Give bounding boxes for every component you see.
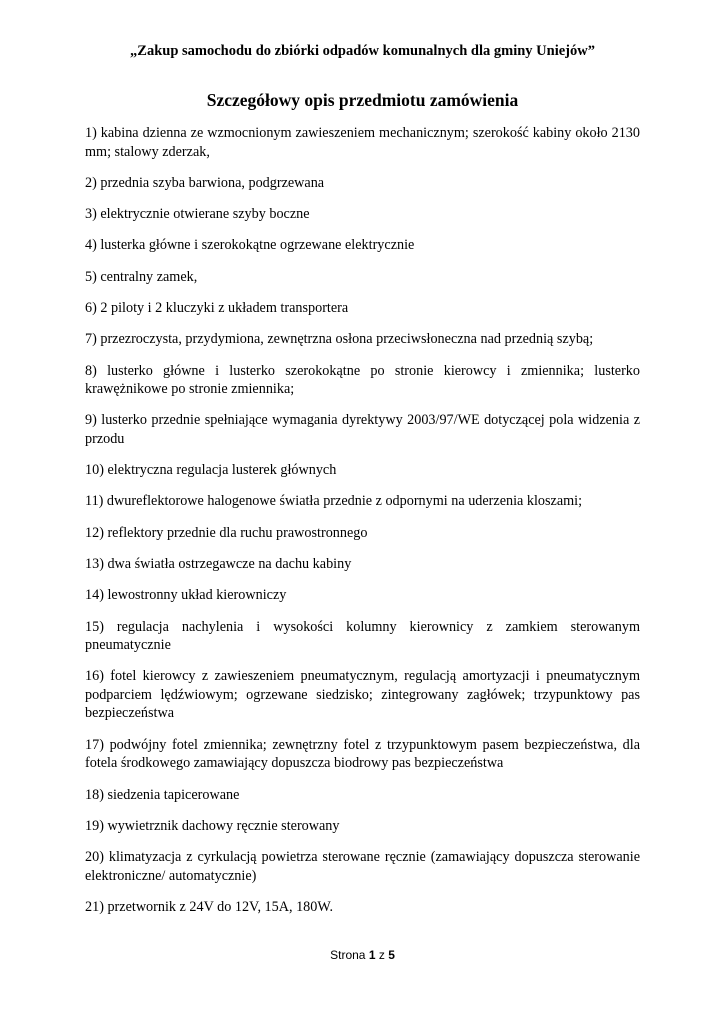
list-item: 6) 2 piloty i 2 kluczyki z układem transportera <box>85 299 349 316</box>
specification-list <box>85 124 640 929</box>
list-item: 17) podwójny fotel zmiennika; zewnętrzny fotel z trzypunktowym pasem bezpieczeństwa, dla fotela środkowego zamawiający dopuszcza biodrowy pas bezpieczeństwa <box>85 736 640 772</box>
list-item: 2) przednia szyba barwiona, podgrzewana <box>85 174 325 191</box>
page-number-current: 1 <box>368 948 376 962</box>
page-number-total: 5 <box>388 948 395 962</box>
list-item: 10) elektryczna regulacja lusterek głównych <box>85 462 337 479</box>
list-item: 14) lewostronny układ kierowniczy <box>85 587 287 604</box>
list-item: 16) fotel kierowcy z zawieszeniem pneumatycznym, regulacją amortyzacji i pneumatycznym podparciem lędźwiowym; ogrzewane siedzisko; zintegrowany zagłówek; trzypunktowy pas bezpieczeństwa <box>85 668 640 722</box>
list-item: 18) siedzenia tapicerowane <box>85 786 240 803</box>
page-number-prefix: Strona <box>330 948 369 962</box>
page-title: Szczegółowy opis przedmiotu zamówienia <box>206 90 519 110</box>
page-number-separator: z <box>375 948 389 962</box>
list-item: 12) reflektory przednie dla ruchu prawostronnego <box>85 524 368 541</box>
document-header: „Zakup samochodu do zbiórki odpadów komunalnych dla gminy Uniejów” <box>130 43 595 59</box>
list-item: 11) dwureflektorowe halogenowe światła przednie z odpornymi na uderzenia kloszami; <box>85 493 583 510</box>
list-item: 4) lusterka główne i szerokokątne ogrzewane elektrycznie <box>85 237 415 254</box>
list-item: 9) lusterko przednie spełniające wymagania dyrektywy 2003/97/WE dotyczącej pola widzenia z przodu <box>85 412 640 447</box>
list-item: 13) dwa światła ostrzegawcze na dachu kabiny <box>85 556 352 573</box>
list-item: 15) regulacja nachylenia i wysokości kolumny kierownicy z zamkiem sterowanym pneumatycznie <box>85 618 640 654</box>
list-item: 21) przetwornik z 24V do 12V, 15A, 180W. <box>85 898 333 915</box>
list-item: 19) wywietrznik dachowy ręcznie sterowany <box>85 817 340 834</box>
list-item: 1) kabina dzienna ze wzmocnionym zawieszeniem mechanicznym; szerokość kabiny około 2130 mm; stalowy zderzak, <box>85 125 640 160</box>
list-item: 5) centralny zamek, <box>85 268 198 285</box>
list-item: 7) przezroczysta, przydymiona, zewnętrzna osłona przeciwsłoneczna nad przednią szybą; <box>85 331 594 348</box>
list-item: 3) elektrycznie otwierane szyby boczne <box>85 206 310 223</box>
page-number <box>0 948 725 962</box>
list-item: 8) lusterko główne i lusterko szerokokątne po stronie kierowcy i zmiennika; lusterko krawężnikowe po stronie zmiennika; <box>85 362 640 398</box>
list-item: 20) klimatyzacja z cyrkulacją powietrza sterowane ręcznie (zamawiający dopuszcza sterowanie elektroniczne/ automatycznie) <box>85 849 640 884</box>
